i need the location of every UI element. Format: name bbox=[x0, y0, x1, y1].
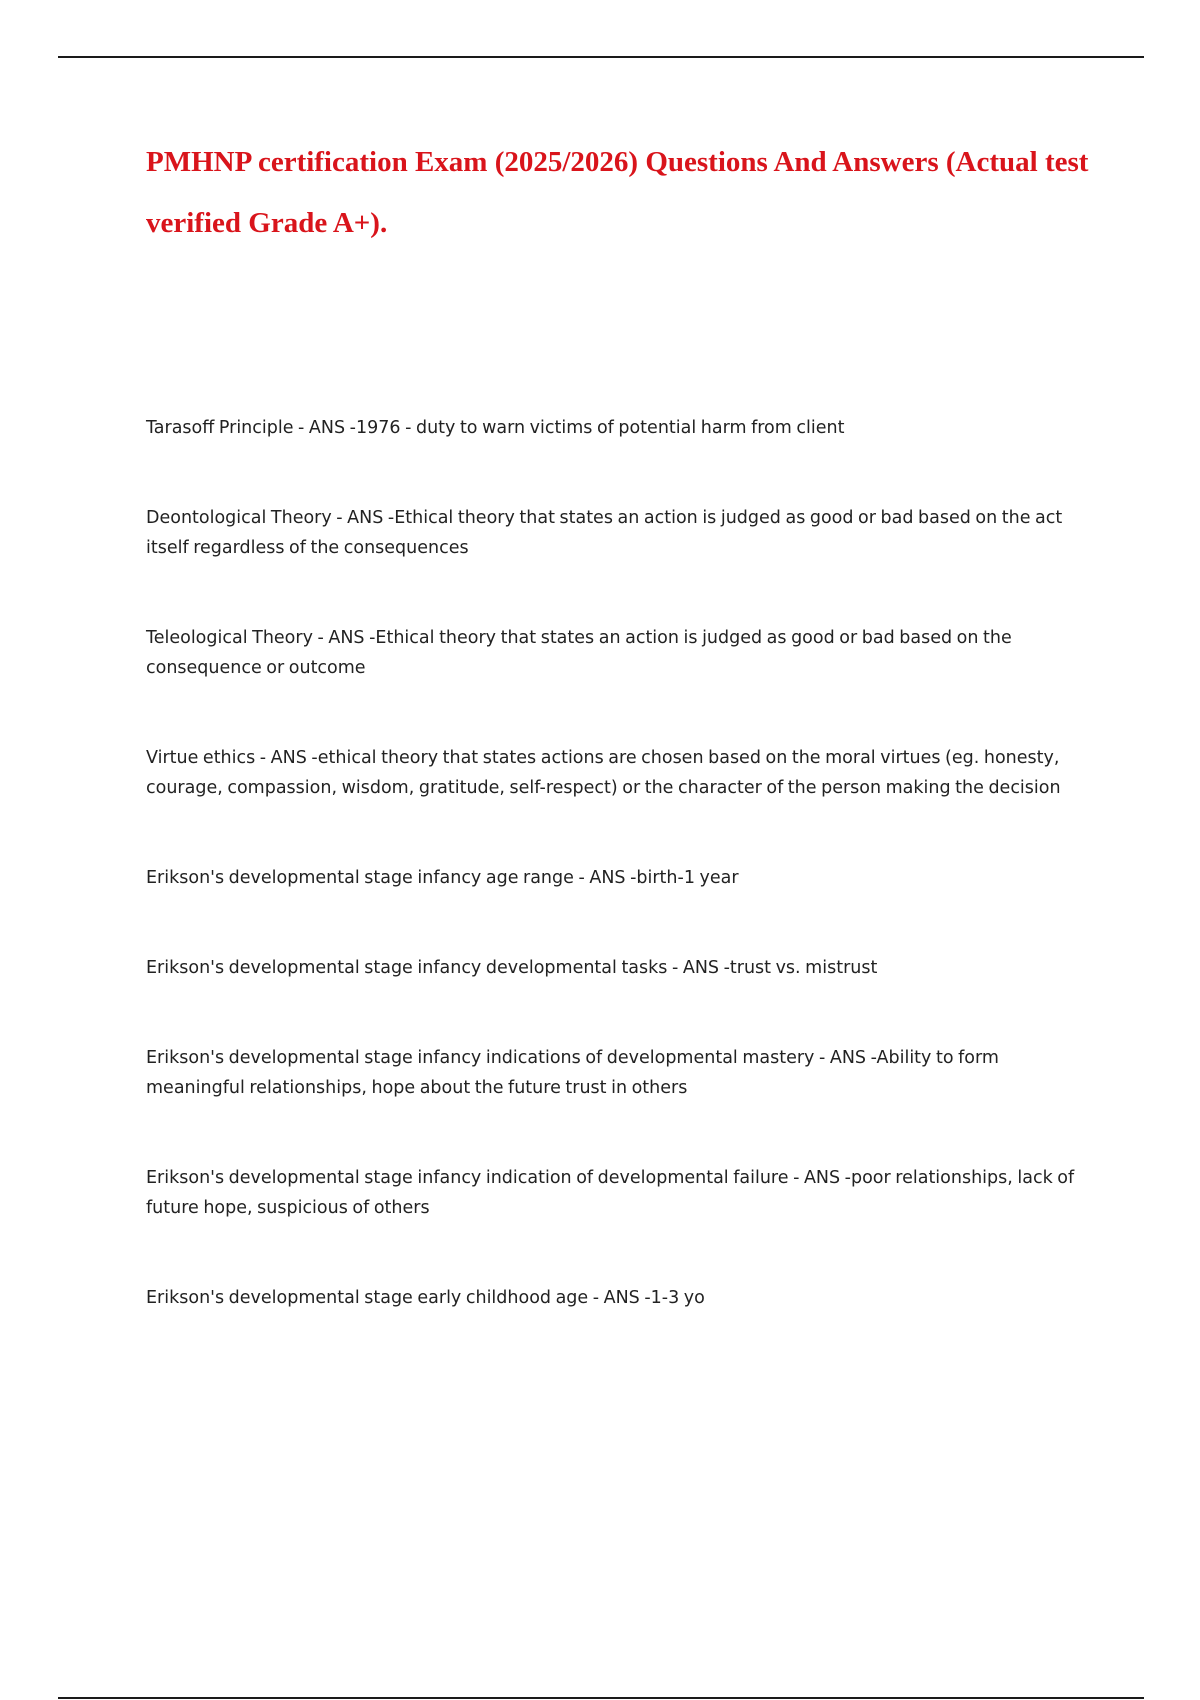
qa-item: Virtue ethics - ANS -ethical theory that states actions are chosen based on the moral virtues (eg. honesty, courage, compassion, wisdom, gratitude, self-respect) or the character of the person making the decision bbox=[146, 748, 1061, 798]
qa-item: Erikson's developmental stage infancy developmental tasks - ANS -trust vs. mistrust bbox=[146, 958, 878, 978]
qa-item: Erikson's developmental stage infancy indications of developmental mastery - ANS -Ability to form meaningful relationships, hope about the future trust in others bbox=[146, 1048, 999, 1098]
qa-list bbox=[146, 413, 1096, 1313]
qa-item: Erikson's developmental stage infancy indication of developmental failure - ANS -poor relationships, lack of future hope, suspicious of others bbox=[146, 1168, 1075, 1218]
document-title: PMHNP certification Exam (2025/2026) Questions And Answers (Actual test verified Grade A+). bbox=[146, 146, 1089, 239]
qa-item: Tarasoff Principle - ANS -1976 - duty to warn victims of potential harm from client bbox=[146, 418, 845, 438]
qa-item: Erikson's developmental stage infancy age range - ANS -birth-1 year bbox=[146, 868, 739, 888]
qa-item: Deontological Theory - ANS -Ethical theory that states an action is judged as good or bad based on the act itself regardless of the consequences bbox=[146, 508, 1063, 558]
qa-item: Erikson's developmental stage early childhood age - ANS -1-3 yo bbox=[146, 1288, 705, 1308]
qa-item: Teleological Theory - ANS -Ethical theory that states an action is judged as good or bad based on the consequence or outcome bbox=[146, 628, 1012, 678]
footer-rule bbox=[58, 1697, 1144, 1699]
header-rule bbox=[58, 56, 1144, 58]
